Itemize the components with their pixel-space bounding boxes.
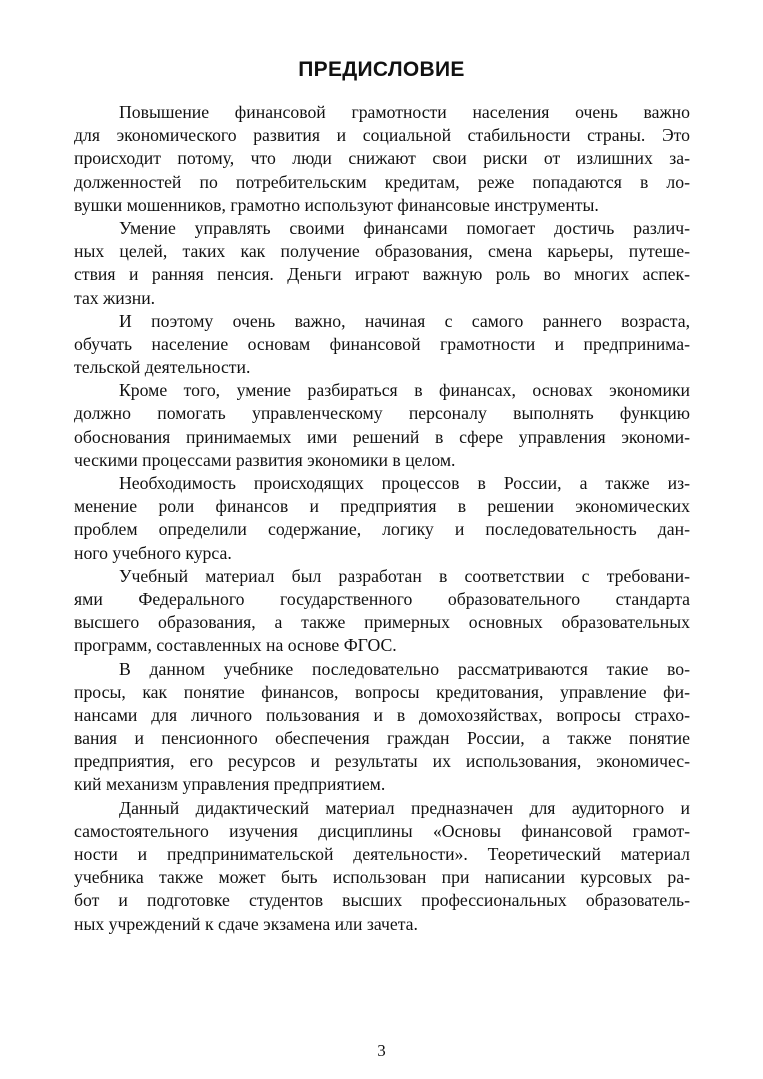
paragraph-line: ями Федерального государственного образовательного стандарта [74, 588, 690, 609]
paragraph-line: менение роли финансов и предприятия в решении экономических [74, 496, 690, 517]
paragraph [74, 658, 690, 797]
paragraph-line: предприятия, его ресурсов и результаты их использования, экономичес- [74, 751, 690, 772]
paragraph-line: нансами для личного пользования и в домохозяйствах, вопросы страхо- [74, 704, 690, 725]
paragraph-line: вания и пенсионного обеспечения граждан России, а также понятие [74, 728, 690, 749]
paragraph-line: учебника также может быть использован при написании курсовых ра- [74, 867, 690, 888]
paragraph-line: ного учебного курса. [74, 542, 232, 563]
paragraph [74, 310, 690, 380]
paragraph [74, 472, 690, 565]
paragraph-line: проблем определили содержание, логику и последовательность дан- [74, 519, 690, 540]
paragraph-line: ных целей, таких как получение образования, смена карьеры, путеше- [74, 241, 690, 262]
paragraph-line: происходит потому, что люди снижают свои риски от излишних за- [74, 148, 690, 169]
paragraph-line: И поэтому очень важно, начиная с самого раннего возраста, [119, 310, 690, 331]
paragraph-line: для экономического развития и социальной стабильности страны. Это [74, 125, 690, 146]
paragraph-line: ствия и ранняя пенсия. Деньги играют важную роль во многих аспек- [74, 264, 690, 285]
paragraph-line: ческими процессами развития экономики в целом. [74, 449, 456, 470]
paragraph-line: Умение управлять своими финансами помогает достичь различ- [119, 217, 690, 238]
paragraph-line: Кроме того, умение разбираться в финансах, основах экономики [119, 380, 690, 401]
paragraph-line: тах жизни. [74, 287, 156, 308]
paragraph-line: Необходимость происходящих процессов в России, а также из- [119, 473, 690, 493]
paragraph-line: самостоятельного изучения дисциплины «Основы финансовой грамот- [74, 820, 690, 841]
paragraph-line: Данный дидактический материал предназначен для аудиторного и [119, 797, 690, 818]
paragraph-line: вушки мошенников, грамотно используют финансовые инструменты. [74, 194, 599, 215]
paragraph [74, 217, 690, 310]
paragraph-line: В данном учебнике последовательно рассматриваются такие во- [119, 658, 690, 679]
paragraph-line: Повышение финансовой грамотности населения очень важно [119, 102, 690, 122]
page-title: ПРЕДИСЛОВИЕ [298, 58, 465, 81]
paragraph [74, 101, 690, 217]
paragraph-line: обоснования принимаемых ими решений в сфере управления экономи- [74, 426, 690, 447]
paragraph-line: долженностей по потребительским кредитам, реже попадаются в ло- [74, 171, 690, 192]
paragraph-line: просы, как понятие финансов, вопросы кредитования, управление фи- [74, 681, 690, 702]
paragraph-line: ных учреждений к сдаче экзамена или зачета. [74, 913, 418, 934]
paragraph [74, 379, 690, 472]
paragraph-line: бот и подготовке студентов высших профессиональных образователь- [74, 890, 690, 911]
paragraph-line: высшего образования, а также примерных основных образовательных [74, 612, 690, 633]
paragraph [74, 797, 690, 936]
paragraph [74, 565, 690, 658]
paragraph-line: программ, составленных на основе ФГОС. [74, 635, 397, 656]
paragraph-line: обучать население основам финансовой грамотности и предпринима- [74, 333, 690, 354]
page-number: 3 [377, 1041, 386, 1060]
paragraph-line: кий механизм управления предприятием. [74, 774, 386, 795]
paragraph-line: должно помогать управленческому персоналу выполнять функцию [74, 403, 690, 424]
paragraph-line: тельской деятельности. [74, 357, 251, 378]
preface-body [74, 101, 690, 936]
paragraph-line: ности и предпринимательской деятельности». Теоретический материал [74, 844, 690, 864]
paragraph-line: Учебный материал был разработан в соответствии с требовани- [119, 565, 690, 586]
